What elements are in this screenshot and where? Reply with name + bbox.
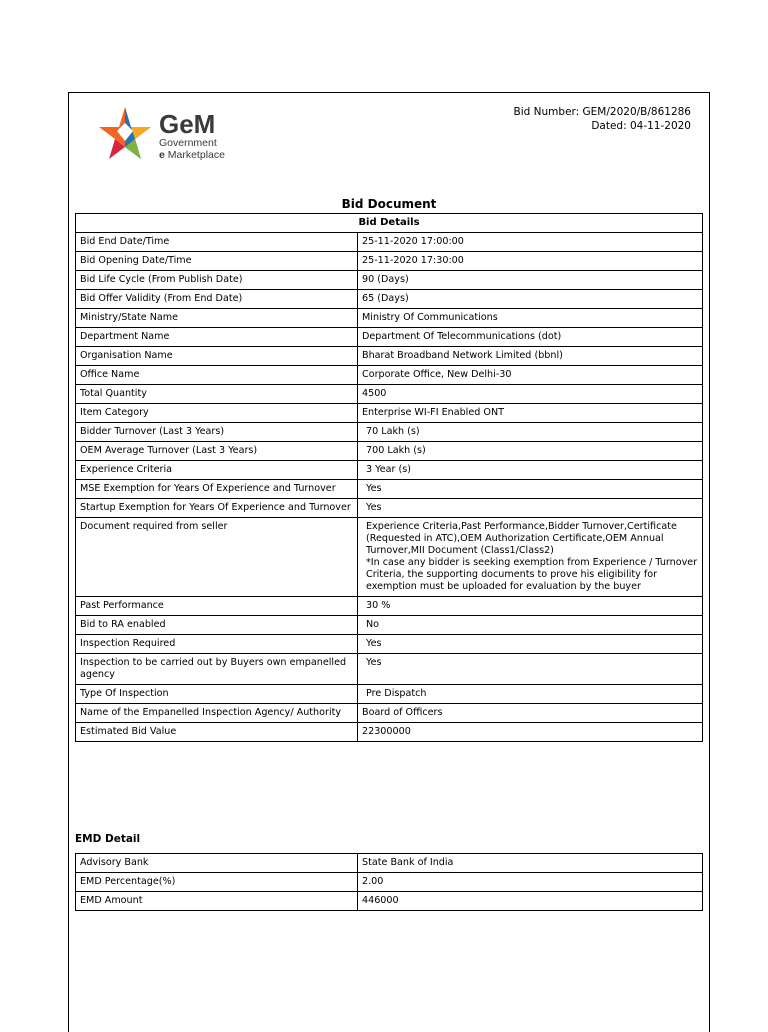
- row-value: Corporate Office, New Delhi-30: [358, 366, 703, 385]
- row-label: Bid Opening Date/Time: [76, 252, 358, 271]
- table-row: [76, 347, 703, 366]
- row-value: Yes: [358, 480, 703, 499]
- row-label: Document required from seller: [76, 518, 358, 597]
- document-title: Bid Document: [341, 197, 437, 211]
- row-value: 3 Year (s): [358, 461, 703, 480]
- row-value: 22300000: [358, 723, 703, 742]
- row-label: OEM Average Turnover (Last 3 Years): [76, 442, 358, 461]
- emd-detail-heading: EMD Detail: [75, 833, 141, 845]
- table-row: [76, 233, 703, 252]
- row-value: Enterprise WI-FI Enabled ONT: [358, 404, 703, 423]
- row-label: Type Of Inspection: [76, 685, 358, 704]
- table-row: [76, 597, 703, 616]
- row-value: Yes: [358, 499, 703, 518]
- row-value: 700 Lakh (s): [358, 442, 703, 461]
- row-label: Inspection Required: [76, 635, 358, 654]
- table-row: [76, 499, 703, 518]
- row-value: 65 (Days): [358, 290, 703, 309]
- bid-details-heading: Bid Details: [76, 214, 703, 233]
- row-label: Inspection to be carried out by Buyers own empanelled agency: [76, 654, 358, 685]
- table-row: [76, 635, 703, 654]
- bid-details-table: [75, 213, 703, 742]
- row-label: Item Category: [76, 404, 358, 423]
- bid-date: Dated: 04-11-2020: [591, 120, 691, 132]
- table-row: [76, 685, 703, 704]
- table-row: [76, 404, 703, 423]
- table-row: [76, 873, 703, 892]
- row-value: Board of Officers: [358, 704, 703, 723]
- row-value: Ministry Of Communications: [358, 309, 703, 328]
- table-row: [76, 704, 703, 723]
- table-row: [76, 290, 703, 309]
- row-label: EMD Percentage(%): [76, 873, 358, 892]
- table-row: [76, 654, 703, 685]
- table-row: [76, 309, 703, 328]
- logo-line1: Government: [159, 137, 217, 149]
- row-value: 30 %: [358, 597, 703, 616]
- row-label: Ministry/State Name: [76, 309, 358, 328]
- bid-info: [514, 105, 691, 133]
- row-value: State Bank of India: [358, 854, 703, 873]
- row-label: Department Name: [76, 328, 358, 347]
- row-value: 4500: [358, 385, 703, 404]
- table-row: [76, 518, 703, 597]
- row-label: Total Quantity: [76, 385, 358, 404]
- table-row: [76, 385, 703, 404]
- row-value: Yes: [358, 654, 703, 685]
- row-label: Office Name: [76, 366, 358, 385]
- row-value: 2.00: [358, 873, 703, 892]
- table-row: [76, 854, 703, 873]
- row-value: 446000: [358, 892, 703, 911]
- logo-main-text: GeM: [159, 109, 216, 139]
- row-label: Startup Exemption for Years Of Experience and Turnover: [76, 499, 358, 518]
- table-row: [76, 423, 703, 442]
- table-row: [76, 480, 703, 499]
- row-label: Past Performance: [76, 597, 358, 616]
- row-value: Department Of Telecommunications (dot): [358, 328, 703, 347]
- row-label: Estimated Bid Value: [76, 723, 358, 742]
- table-row: [76, 366, 703, 385]
- logo-line2: e Marketplace: [159, 149, 225, 161]
- gem-logo: [93, 103, 263, 167]
- gem-star-icon: [93, 103, 263, 167]
- row-label: MSE Exemption for Years Of Experience and Turnover: [76, 480, 358, 499]
- row-value: 70 Lakh (s): [358, 423, 703, 442]
- row-value: No: [358, 616, 703, 635]
- table-row: [76, 271, 703, 290]
- row-label: Organisation Name: [76, 347, 358, 366]
- row-label: Name of the Empanelled Inspection Agency/ Authority: [76, 704, 358, 723]
- bid-document-page: [68, 92, 710, 1032]
- row-value: Yes: [358, 635, 703, 654]
- row-label: Bid End Date/Time: [76, 233, 358, 252]
- row-label: Bid Life Cycle (From Publish Date): [76, 271, 358, 290]
- row-value: 90 (Days): [358, 271, 703, 290]
- emd-detail-table: [75, 853, 703, 911]
- table-row: [76, 442, 703, 461]
- row-label: Bidder Turnover (Last 3 Years): [76, 423, 358, 442]
- row-label: Advisory Bank: [76, 854, 358, 873]
- row-value: 25-11-2020 17:30:00: [358, 252, 703, 271]
- table-row: [76, 892, 703, 911]
- table-row: [76, 461, 703, 480]
- row-label: Experience Criteria: [76, 461, 358, 480]
- table-row: [76, 252, 703, 271]
- bid-number: Bid Number: GEM/2020/B/861286: [513, 106, 691, 118]
- row-value: Pre Dispatch: [358, 685, 703, 704]
- row-label: Bid Offer Validity (From End Date): [76, 290, 358, 309]
- table-row: [76, 723, 703, 742]
- row-label: Bid to RA enabled: [76, 616, 358, 635]
- table-row: [76, 328, 703, 347]
- row-value: 25-11-2020 17:00:00: [358, 233, 703, 252]
- table-row: [76, 616, 703, 635]
- row-value: Bharat Broadband Network Limited (bbnl): [358, 347, 703, 366]
- row-value: Experience Criteria,Past Performance,Bidder Turnover,Certificate (Requested in ATC),OEM Authorization Certificate,OEM Annual Turnover,MII Document (Class1/Class2) *In case any bidder is seeking exemption from Experience / Turnover Criteria, the supporting documents to prove his eligibility for exemption must be uploaded for evaluation by the buyer: [358, 518, 703, 597]
- row-label: EMD Amount: [76, 892, 358, 911]
